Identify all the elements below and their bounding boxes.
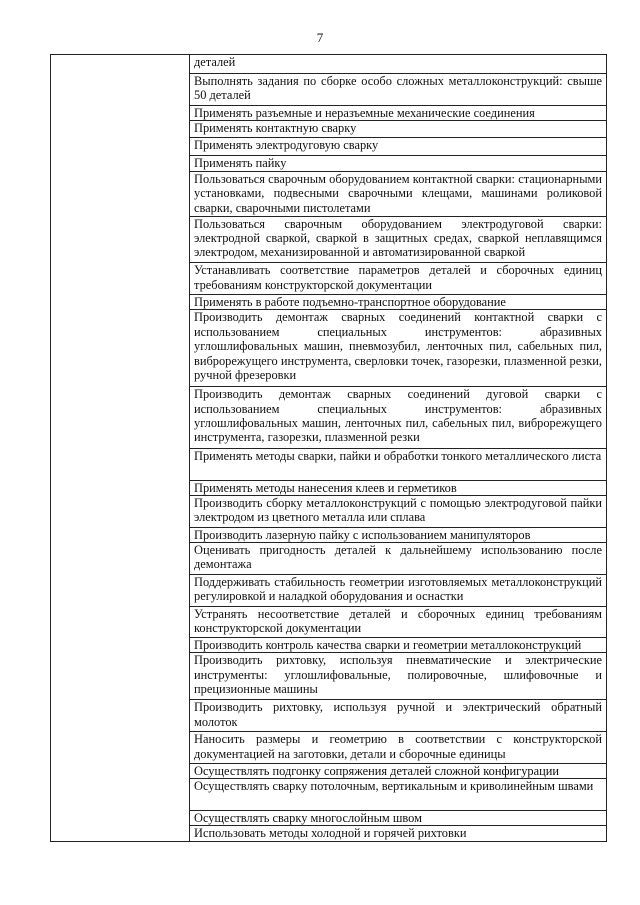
table-row: Применять в работе подъемно-транспортное оборудование — [190, 295, 606, 310]
table-row: Осуществлять подгонку сопряжения деталей сложной конфигурации — [190, 764, 606, 779]
table-row: Оценивать пригодность деталей к дальнейшему использованию после демонтажа — [190, 543, 606, 575]
table-row: Производить демонтаж сварных соединений контактной сварки с использованием специальных инструментов: абразивных углошлифовальных машин, пневмозубил, ленточных пил, сабельных пил, виброрежущего инструмента, сверловки точек, газорезки, плазменной резки, ручной фрезеровки — [190, 310, 606, 387]
table-row: Применять контактную сварку — [190, 121, 606, 138]
table-left-column — [51, 55, 190, 841]
table-row: Осуществлять сварку потолочным, вертикальным и криволинейным швами — [190, 779, 606, 811]
table-row: Производить рихтовку, используя ручной и электрический обратный молоток — [190, 700, 606, 732]
table-row: Производить контроль качества сварки и геометрии металлоконструкций — [190, 638, 606, 653]
table-row: деталей — [190, 55, 606, 74]
table-row: Производить демонтаж сварных соединений дуговой сварки с использованием специальных инструментов: абразивных углошлифовальных машин, ленточных пил, сабельных пил, виброрежущего инструмента, газорезки, плазменной резки — [190, 387, 606, 449]
table-row: Пользоваться сварочным оборудованием электродуговой сварки: электродной сваркой, сваркой в защитных средах, сваркой неплавящимся электродом, механизированной и автоматизированной сваркой — [190, 217, 606, 264]
table-row: Применять методы нанесения клеев и герметиков — [190, 481, 606, 496]
table-row: Устанавливать соответствие параметров деталей и сборочных единиц требованиям конструкторской документации — [190, 263, 606, 295]
table-row: Наносить размеры и геометрию в соответствии с конструкторской документацией на заготовки, детали и сборочные единицы — [190, 732, 606, 764]
table-row: Осуществлять сварку многослойным швом — [190, 811, 606, 826]
table-row: Устранять несоответствие деталей и сборочных единиц требованиям конструкторской документации — [190, 607, 606, 639]
table-row: Применять методы сварки, пайки и обработки тонкого металлического листа — [190, 449, 606, 481]
table-row: Производить рихтовку, используя пневматические и электрические инструменты: углошлифовальные, полировочные, шлифовочные и прецизионные машины — [190, 653, 606, 700]
skills-table — [50, 54, 607, 842]
table-row: Применять пайку — [190, 156, 606, 172]
table-right-column — [190, 55, 606, 841]
table-row: Поддерживать стабильность геометрии изготовляемых металлоконструкций регулировкой и наладкой оборудования и оснастки — [190, 575, 606, 607]
table-row: Использовать методы холодной и горячей рихтовки — [194, 826, 467, 841]
table-row: Применять электродуговую сварку — [190, 138, 606, 156]
table-row: Производить сборку металлоконструкций с помощью электродуговой пайки электродом из цветного металла или сплава — [190, 496, 606, 528]
page-number: 7 — [316, 30, 324, 45]
table-row: Выполнять задания по сборке особо сложных металлоконструкций: свыше 50 деталей — [190, 74, 606, 106]
table-row: Производить лазерную пайку с использованием манипуляторов — [190, 528, 606, 543]
table-row: Применять разъемные и неразъемные механические соединения — [190, 106, 606, 121]
table-row: Пользоваться сварочным оборудованием контактной сварки: стационарными установками, подвесными сварочными клещами, машинами роликовой сварки, сварочными пистолетами — [190, 172, 606, 217]
